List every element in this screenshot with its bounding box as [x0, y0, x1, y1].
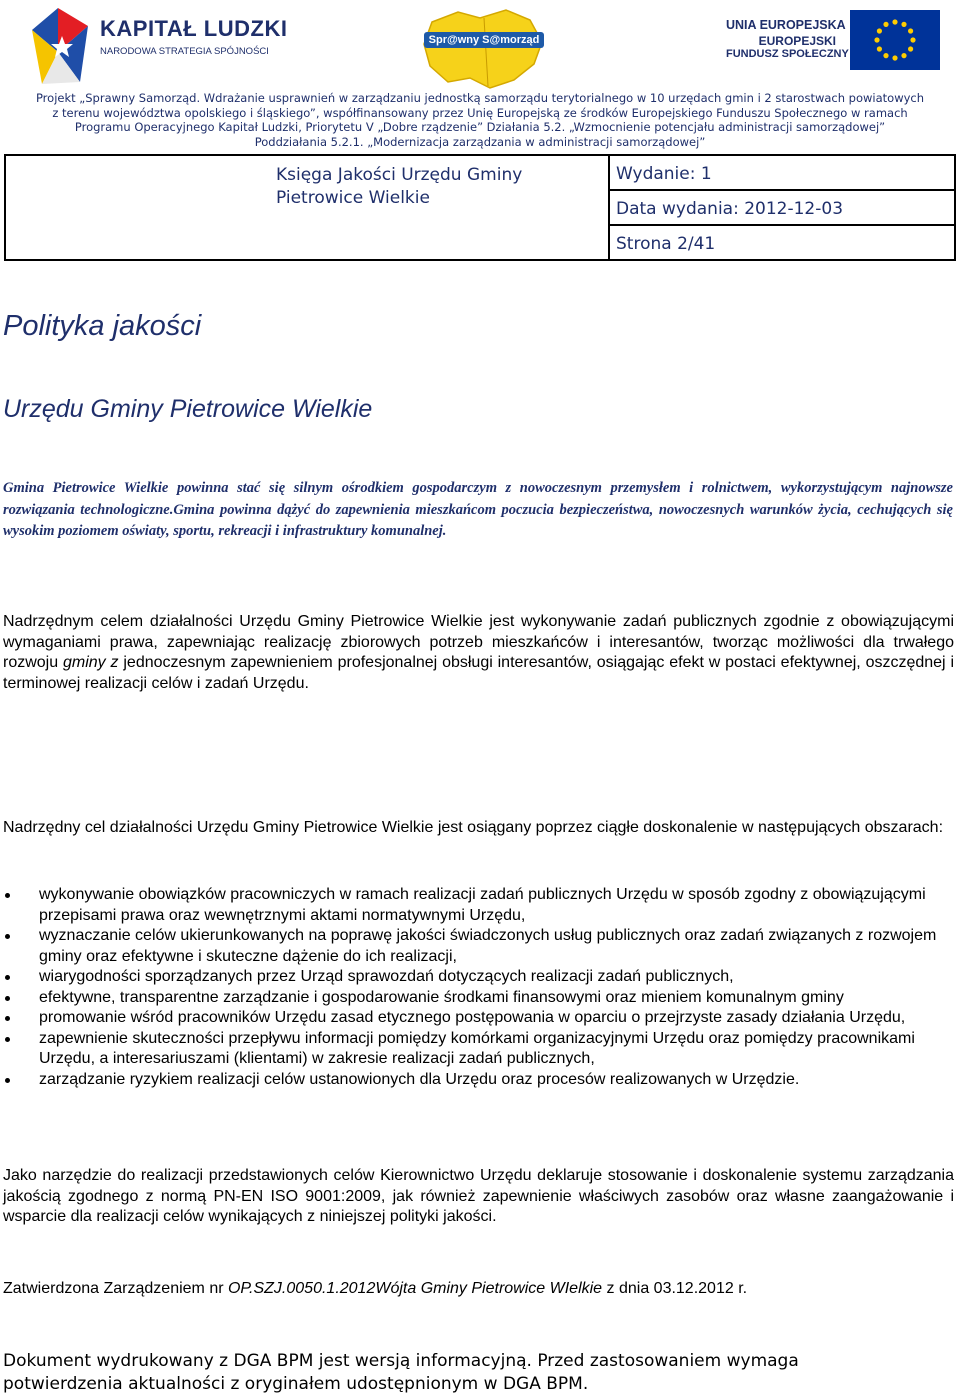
- page-subtitle: Urzędu Gminy Pietrowice Wielkie: [3, 395, 373, 423]
- list-item: [3, 1070, 954, 1091]
- eu-flag-icon: [850, 10, 940, 70]
- list-item-text: efektywne, transparentne zarządzanie i gospodarowanie środkami finansowymi oraz mieniem komunalnym gminy: [39, 988, 844, 1006]
- list-item-text: wykonywanie obowiązków pracowniczych w ramach realizacji zadań publicznych Urzędu w sposób zgodny z obowiązującymi przepisami prawa oraz wewnętrznymi aktami normatywnymi Urzędu,: [39, 886, 926, 924]
- project-header-line: Projekt „Sprawny Samorząd. Wdrażanie usprawnień w zarządzaniu jednostką samorządu terytorialnego w 10 urzędach gmin i 2 starostwach powiatowych: [35, 91, 925, 105]
- approval-text: Zatwierdzona Zarządzeniem nr: [3, 1280, 228, 1297]
- list-item: [3, 988, 954, 1009]
- approval-reference: OP.SZJ.0050.1.2012Wójta Gminy Pietrowice WIelkie: [227, 1280, 603, 1297]
- sprawny-samorzad-text: Spr@wny S@morząd: [424, 32, 544, 48]
- bullet-icon: [5, 893, 10, 898]
- page-number-cell: [609, 225, 955, 260]
- list-item-text: wyznaczanie celów ukierunkowanych na poprawę jakości świadczonych usług publicznych oraz zadań związanych z rozwojem gminy oraz efektywne i skuteczne dążenie do ich realizacji,: [39, 927, 937, 965]
- edition: Wydanie: 1: [616, 164, 712, 184]
- list-item-text: zarządzanie ryzykiem realizacji celów ustanowionych dla Urzędu oraz procesów realizowanych w Urzędzie.: [39, 1070, 800, 1088]
- eu-fund-line2: FUNDUSZ SPOŁECZNY: [726, 48, 849, 60]
- approval-date: z dnia 03.12.2012 r.: [602, 1280, 748, 1297]
- bullet-icon: [5, 1078, 10, 1083]
- eu-fund-line1: EUROPEJSKI: [758, 34, 836, 48]
- list-item-text: wiarygodności sporządzanych przez Urząd sprawozdań dotyczących realizacji zadań publicznych,: [39, 968, 734, 985]
- project-header-line: Poddziałania 5.2.1. „Modernizacja zarządzania w administracji samorządowej”: [254, 134, 706, 149]
- kapital-ludzki-title: KAPITAŁ LUDZKI: [100, 16, 288, 41]
- bullet-icon: [5, 1037, 10, 1042]
- main-goal-paragraph: [3, 612, 954, 694]
- document-header-table: [4, 154, 956, 261]
- list-item: [3, 885, 954, 926]
- main-goal-text-end: jednoczesnym zapewnieniem profesjonalnej obsługi interesantów, osiągając efekt w postaci efektywnej, oszczędnej i terminowej realizacji celów i zadań Urzędu.: [3, 654, 955, 692]
- footer-line2: potwierdzenia aktualności z oryginałem udostępnionym w DGA BPM.: [3, 1374, 589, 1394]
- page-number: Strona 2/41: [616, 234, 716, 254]
- main-goal-text: Nadrzędnym celem działalności Urzędu Gminy Pietrowice Wielkie jest wykonywanie zadań publicznych zgodnie z obowiązującymi wymaganiami prawa, zapewniając realizację zbiorowych potrzeb mieszkańców i interesantów, tworząc możliwości dla trwałego rozwoju: [3, 613, 954, 671]
- book-title-line2: Pietrowice Wielkie: [276, 188, 430, 208]
- bullet-icon: [5, 996, 10, 1001]
- issue-date-cell: [609, 190, 955, 225]
- project-header: [0, 91, 960, 149]
- footer-line1: Dokument wydrukowany z DGA BPM jest wersją informacyjną. Przed zastosowaniem wymaga: [3, 1351, 799, 1371]
- sprawny-samorzad-logo: [418, 8, 550, 90]
- edition-cell: [609, 155, 955, 190]
- project-header-line: Programu Operacyjnego Kapitał Ludzki, Priorytetu V „Dobre rządzenie” Działania 5.2. „Wzmocnienie potencjału administracji samorządowej”: [74, 120, 886, 134]
- kapital-ludzki-logo: [28, 6, 288, 86]
- book-title-cell: [5, 155, 609, 260]
- list-item: [3, 926, 954, 967]
- list-item: [3, 1008, 954, 1029]
- issue-date: Data wydania: 2012-12-03: [616, 199, 844, 219]
- print-disclaimer-footer: [3, 1350, 954, 1396]
- kapital-ludzki-subtitle: NARODOWA STRATEGIA SPÓJNOŚCI: [100, 46, 269, 57]
- bullet-icon: [5, 934, 10, 939]
- kapital-ludzki-emblem-icon: [28, 6, 98, 86]
- list-item: [3, 967, 954, 988]
- list-item: [3, 1029, 954, 1070]
- areas-intro-paragraph: Nadrzędny cel działalności Urzędu Gminy Pietrowice Wielkie jest osiągany poprzez ciągłe doskonalenie w następujących obszarach:: [3, 819, 944, 836]
- approval-line: [3, 1279, 954, 1300]
- bullet-icon: [5, 975, 10, 980]
- qms-declaration-paragraph: Jako narzędzie do realizacji przedstawionych celów Kierownictwo Urzędu deklaruje stosowanie i doskonalenie systemu zarządzania jakością zgodnego z normą PN-EN ISO 9001:2009, jak również zapewnienie właściwych zasobów oraz własne zaangażowanie i wsparcie dla realizacji celów wynikających z niniejszej polityki jakości.: [3, 1167, 954, 1225]
- list-item-text: promowanie wśród pracowników Urzędu zasad etycznego postępowania w oparciu o przejrzyste zasady działania Urzędu,: [39, 1009, 906, 1026]
- main-goal-italic: gminy z: [62, 654, 119, 671]
- improvement-areas-list: [3, 885, 954, 1090]
- region-map-icon: [418, 8, 550, 90]
- eu-logo: [722, 10, 940, 72]
- book-title-line1: Księga Jakości Urzędu Gminy: [276, 165, 523, 185]
- list-item-text: zapewnienie skuteczności przepływu informacji pomiędzy komórkami organizacyjnymi Urzędu oraz pomiędzy pracownikami Urzędu, a interesariuszami (klientami) w zakresie realizacji zadań publicznych,: [39, 1029, 915, 1067]
- eu-title: UNIA EUROPEJSKA: [726, 18, 846, 32]
- mission-statement: Gmina Pietrowice Wielkie powinna stać się silnym ośrodkiem gospodarczym z nowoczesnym przemysłem i rolnictwem, wykorzystującym najnowsze rozwiązania technologiczne.Gmina powinna dążyć do zapewnienia mieszkańcom poczucia bezpieczeństwa, nowoczesnych warunków życia, cechujących się wysokim poziomem oświaty, sportu, rekreacji i infrastruktury komunalnej.: [3, 480, 953, 539]
- page-title: Polityka jakości: [3, 310, 202, 342]
- project-header-line: z terenu województwa opolskiego i śląskiego”, współfinansowany przez Unię Europejską ze środków Europejskiego Funduszu Społecznego w ramach: [52, 105, 908, 120]
- bullet-icon: [5, 1016, 10, 1021]
